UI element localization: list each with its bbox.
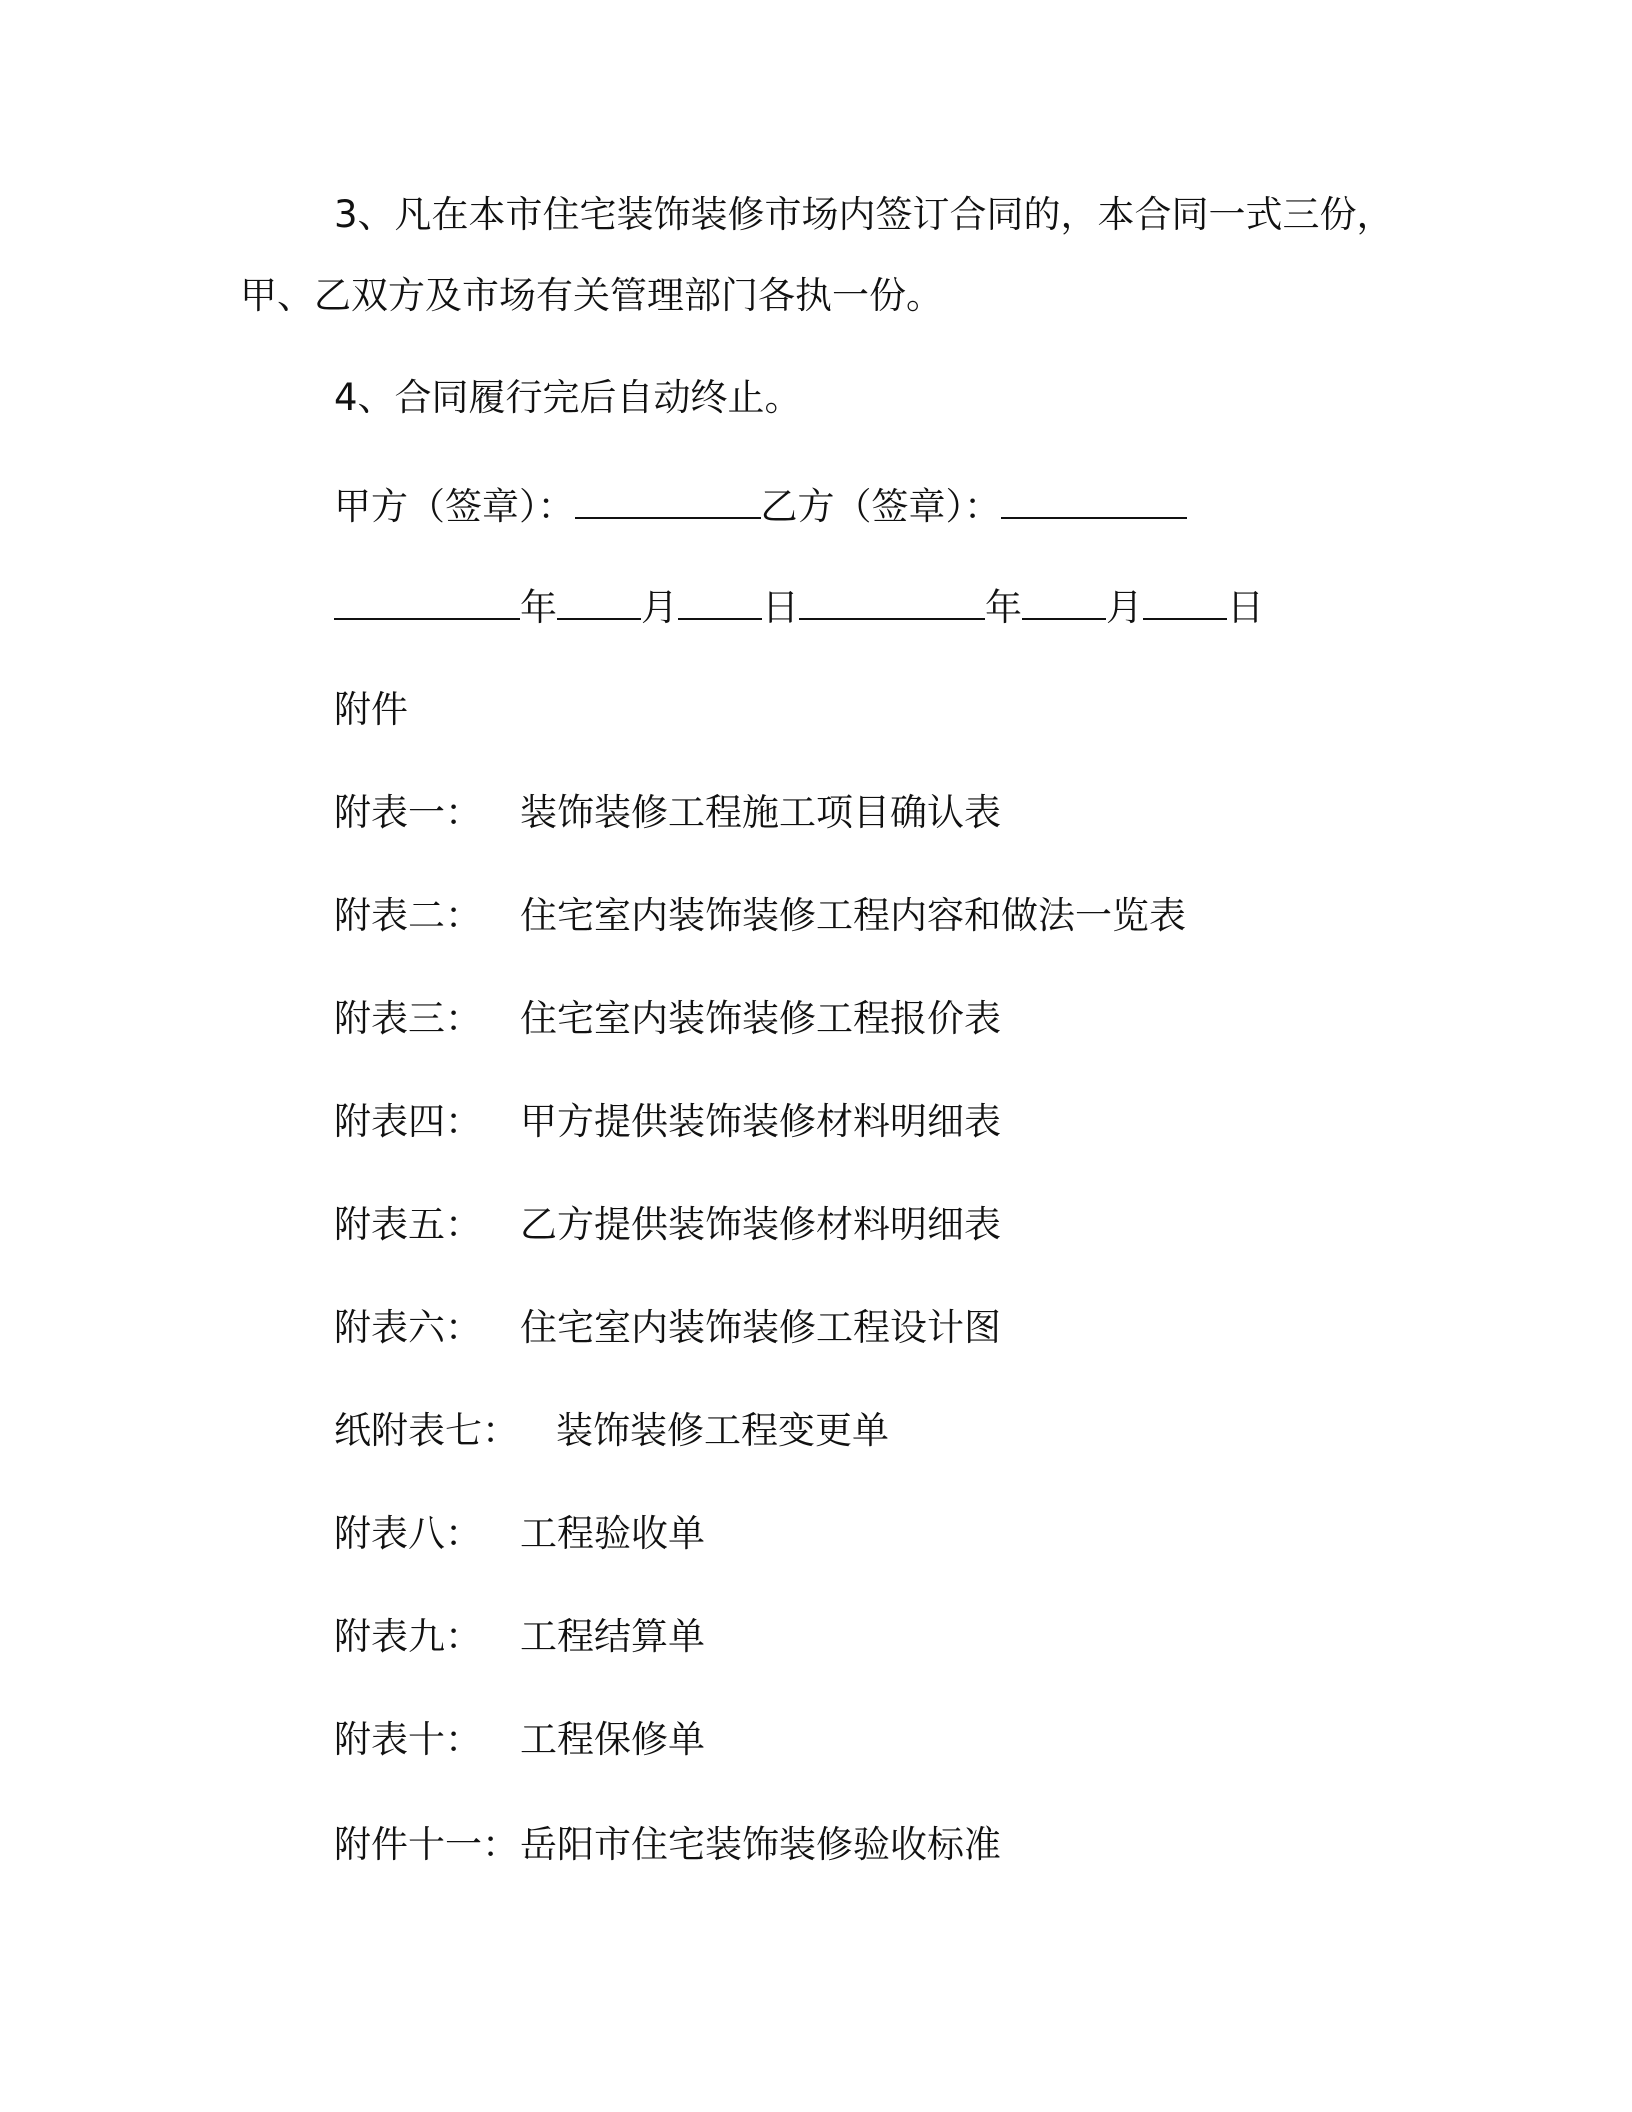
attachment-item [334, 1615, 705, 1658]
party-a-month-blank[interactable] [557, 588, 641, 620]
attachment-item [334, 1100, 1001, 1143]
attachment-item [334, 894, 1186, 937]
attachment-label: 附表一： [334, 791, 482, 834]
attachment-label: 附表六： [334, 1306, 482, 1349]
attachment-title: 住宅室内装饰装修工程内容和做法一览表 [520, 894, 1186, 937]
attachment-label: 附表三： [334, 997, 482, 1040]
paragraph-3-line-2: 甲、乙双方及市场有关管理部门各执一份。 [240, 274, 943, 317]
attachment-label: 附表二： [334, 894, 482, 937]
party-a-sign-label: 甲方（签章）： [334, 485, 575, 528]
attachment-title: 工程保修单 [520, 1718, 705, 1761]
attachment-item [334, 1306, 1001, 1349]
party-a-day-blank[interactable] [678, 588, 762, 620]
attachment-title: 装饰装修工程施工项目确认表 [520, 791, 1001, 834]
attachment-item [334, 1718, 705, 1761]
day-label-a: 日 [762, 586, 799, 629]
year-label-b: 年 [985, 586, 1022, 629]
attachment-label: 附件十一： [334, 1823, 519, 1866]
attachment-item [334, 791, 1001, 834]
attachment-title: 装饰装修工程变更单 [556, 1409, 889, 1452]
attachment-label: 附表八： [334, 1512, 482, 1555]
attachment-item [334, 1409, 889, 1452]
date-line [334, 586, 1264, 629]
party-b-month-blank[interactable] [1022, 588, 1106, 620]
party-a-year-blank[interactable] [334, 588, 520, 620]
attachment-item [334, 997, 1001, 1040]
attachment-label: 附表四： [334, 1100, 482, 1143]
attachment-label: 附表五： [334, 1203, 482, 1246]
attachment-item [334, 1203, 1001, 1246]
attachment-title: 工程验收单 [520, 1512, 705, 1555]
attachment-label: 附表九： [334, 1615, 482, 1658]
attachment-title: 住宅室内装饰装修工程设计图 [520, 1306, 1001, 1349]
attachment-label: 纸附表七： [334, 1409, 519, 1452]
paragraph-3-line-1: 3、凡在本市住宅装饰装修市场内签订合同的，本合同一式三份， [334, 193, 1394, 236]
month-label-a: 月 [641, 586, 678, 629]
attachment-title: 工程结算单 [520, 1615, 705, 1658]
attachment-item [334, 1823, 1001, 1866]
day-label-b: 日 [1227, 586, 1264, 629]
signature-line [334, 485, 1187, 528]
party-b-year-blank[interactable] [799, 588, 985, 620]
attachment-label: 附表十： [334, 1718, 482, 1761]
attachment-title: 甲方提供装饰装修材料明细表 [520, 1100, 1001, 1143]
party-b-day-blank[interactable] [1143, 588, 1227, 620]
party-b-sign-label: 乙方（签章）： [760, 485, 1001, 528]
attachment-item [334, 1512, 705, 1555]
party-a-sign-blank[interactable] [575, 487, 761, 519]
year-label-a: 年 [520, 586, 557, 629]
month-label-b: 月 [1106, 586, 1143, 629]
attachment-title: 乙方提供装饰装修材料明细表 [520, 1203, 1001, 1246]
attachments-heading: 附件 [334, 688, 408, 731]
attachment-title: 住宅室内装饰装修工程报价表 [520, 997, 1001, 1040]
attachment-title: 岳阳市住宅装饰装修验收标准 [520, 1823, 1001, 1866]
party-b-sign-blank[interactable] [1001, 487, 1187, 519]
paragraph-4: 4、合同履行完后自动终止。 [334, 376, 802, 419]
